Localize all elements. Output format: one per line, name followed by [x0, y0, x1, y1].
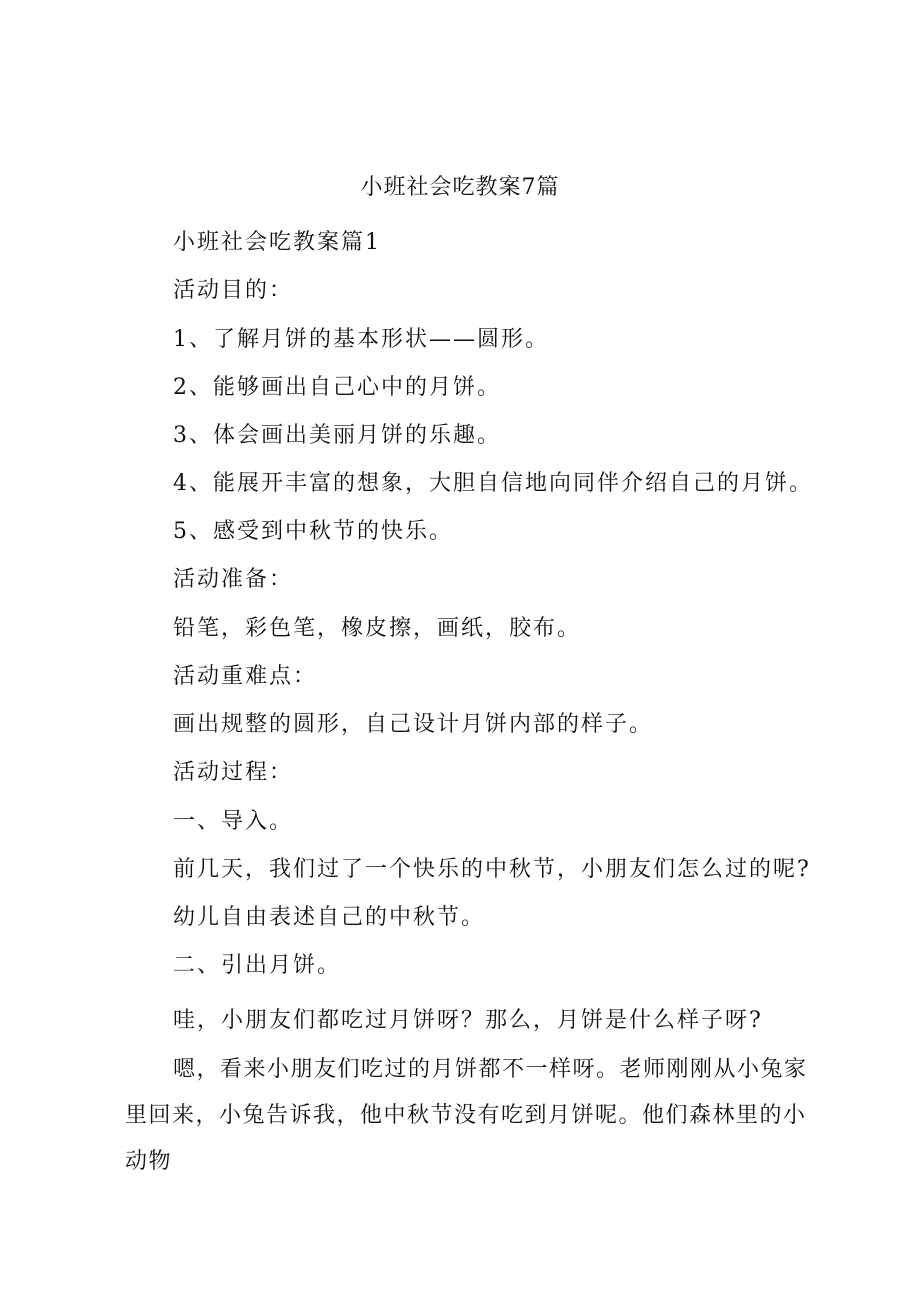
objective-item: 3、体会画出美丽月饼的乐趣。: [173, 423, 501, 448]
objective-item: 4、能展开丰富的想象，大胆自信地向同伴介绍自己的月饼。: [173, 471, 813, 496]
objectives-heading: 活动目的：: [173, 278, 294, 303]
objective-item: 1、了解月饼的基本形状——圆形。: [173, 327, 549, 352]
difficulty-heading: 活动重难点：: [173, 664, 318, 689]
difficulty-text: 画出规整的圆形，自己设计月饼内部的样子。: [173, 712, 654, 737]
process-heading: 活动过程：: [173, 760, 294, 785]
step1-response: 幼儿自由表述自己的中秋节。: [173, 905, 486, 930]
objective-item: 5、感受到中秋节的快乐。: [173, 519, 453, 544]
step1-heading: 一、导入。: [173, 809, 294, 834]
step2-paragraph: 嗯，看来小朋友们吃过的月饼都不一样呀。老师刚刚从小兔家里回来，小兔告诉我，他中秋节没有吃到月饼呢。他们森林里的小动物: [125, 1057, 808, 1174]
step2-question: 哇，小朋友们都吃过月饼呀？那么，月饼是什么样子呀?: [173, 1008, 763, 1033]
document-title: 小班社会吃教案7篇: [360, 175, 560, 200]
step1-question: 前几天，我们过了一个快乐的中秋节，小朋友们怎么过的呢?: [173, 857, 811, 882]
preparation-heading: 活动准备：: [173, 567, 294, 592]
step2-heading: 二、引出月饼。: [173, 953, 342, 978]
preparation-text: 铅笔，彩色笔，橡皮擦，画纸，胶布。: [173, 616, 582, 641]
section-heading: 小班社会吃教案篇1: [173, 230, 381, 255]
objective-item: 2、能够画出自己心中的月饼。: [173, 375, 501, 400]
